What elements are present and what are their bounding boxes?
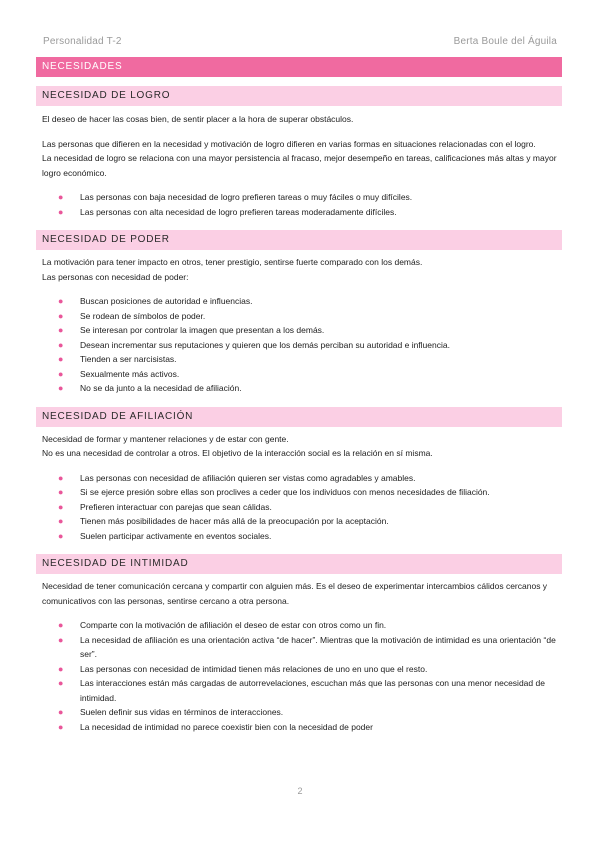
list-item: ● Las personas con alta necesidad de logro prefieren tareas moderadamente difíciles. xyxy=(80,205,558,220)
list-item: ● Las personas con necesidad de afiliación quieren ser vistas como agradables y amables. xyxy=(80,471,558,486)
bullet-icon: ● xyxy=(58,368,64,379)
list-item: ● Las personas con necesidad de intimidad tienen más relaciones de uno en uno que el resto. xyxy=(80,662,558,677)
page-number: 2 xyxy=(297,786,303,796)
bullet-icon: ● xyxy=(58,487,64,497)
list-item: ● Las interacciones están más cargadas de autorrevelaciones, escuchan más que las personas con una menor necesidad de intimidad. xyxy=(58,678,545,703)
main-section-heading: NECESIDADES xyxy=(36,57,562,77)
bullet-icon: ● xyxy=(58,678,64,688)
bullet-list xyxy=(36,471,562,544)
section-heading-poder: NECESIDAD DE PODER xyxy=(36,230,562,250)
bullet-icon: ● xyxy=(58,530,64,541)
bullet-icon: ● xyxy=(58,339,64,350)
bullet-icon: ● xyxy=(58,354,64,364)
list-item: ● Si se ejerce presión sobre ellas son proclives a ceder que los individuos con menos necesidades de filiación. xyxy=(80,485,558,500)
list-item: ● Tienden a ser narcisistas. xyxy=(80,352,558,367)
list-item: ● Buscan posiciones de autoridad e influencias. xyxy=(80,294,558,309)
paragraph: No es una necesidad de controlar a otros. El objetivo de la interacción social es la relación en sí misma. xyxy=(42,448,433,458)
list-item: ● Desean incrementar sus reputaciones y quieren que los demás perciban su autoridad e influencia. xyxy=(80,338,558,353)
bullet-list xyxy=(36,190,562,219)
bullet-list xyxy=(36,618,562,734)
list-item: ● Suelen participar activamente en eventos sociales. xyxy=(80,529,558,544)
section-heading-logro: NECESIDAD DE LOGRO xyxy=(36,86,562,106)
list-item: ● Se rodean de símbolos de poder. xyxy=(80,309,558,324)
list-item: ● Sexualmente más activos. xyxy=(80,367,558,382)
bullet-icon: ● xyxy=(58,634,64,645)
bullet-icon: ● xyxy=(58,620,64,630)
author-name: Berta Boule del Águila xyxy=(453,36,557,47)
paragraph: La necesidad de logro se relaciona con una mayor persistencia al fracaso, mejor desempeño en tareas, calificaciones más altas y mayor logro económico. xyxy=(42,153,557,178)
bullet-icon: ● xyxy=(58,310,64,321)
bullet-icon: ● xyxy=(58,516,64,526)
section-heading-afiliacion: NECESIDAD DE AFILIACIÓN xyxy=(36,407,562,427)
paragraph: Necesidad de tener comunicación cercana y compartir con alguien más. Es el deseo de experimentar intercambios cálidos cercanos y comunicativos con las personas, sentirse cercano a otra persona. xyxy=(42,581,548,606)
paragraph: Las personas con necesidad de poder: xyxy=(42,271,189,282)
list-item: ● No se da junto a la necesidad de afiliación. xyxy=(80,381,558,396)
list-item: ● La necesidad de intimidad no parece coexistir bien con la necesidad de poder xyxy=(80,720,558,735)
bullet-list xyxy=(36,294,562,396)
bullet-icon: ● xyxy=(58,325,64,335)
bullet-icon: ● xyxy=(58,707,64,717)
list-item: ● Suelen definir sus vidas en términos de interacciones. xyxy=(80,705,558,720)
bullet-icon: ● xyxy=(58,383,64,393)
list-item: ● Prefieren interactuar con parejas que sean cálidas. xyxy=(80,500,558,515)
document-title: Personalidad T-2 xyxy=(43,36,122,47)
bullet-icon: ● xyxy=(58,206,64,217)
bullet-icon: ● xyxy=(58,192,64,202)
list-item: ● Las personas con baja necesidad de logro prefieren tareas o muy fáciles o muy difíciles. xyxy=(80,190,558,205)
section-heading-intimidad: NECESIDAD DE INTIMIDAD xyxy=(36,554,562,574)
bullet-icon: ● xyxy=(58,501,64,512)
bullet-icon: ● xyxy=(58,721,64,732)
list-item: ● Comparte con la motivación de afiliación el deseo de estar con otros como un fin. xyxy=(80,618,558,633)
list-item: ● Tienen más posibilidades de hacer más allá de la preocupación por la aceptación. xyxy=(80,514,558,529)
list-item: ● Se interesan por controlar la imagen que presentan a los demás. xyxy=(80,323,558,338)
list-item: ● La necesidad de afiliación es una orientación activa “de hacer”. Mientras que la motivación de intimidad es una orientación “de ser”. xyxy=(58,634,556,659)
paragraph: Necesidad de formar y mantener relaciones y de estar con gente. xyxy=(42,433,289,444)
bullet-icon: ● xyxy=(58,472,64,483)
document-body xyxy=(36,57,562,734)
paragraph: La motivación para tener impacto en otros, tener prestigio, sentirse fuerte comparado con los demás. xyxy=(42,257,423,267)
paragraph: El deseo de hacer las cosas bien, de sentir placer a la hora de superar obstáculos. xyxy=(42,114,354,124)
bullet-icon: ● xyxy=(58,296,64,306)
page-header xyxy=(43,36,557,52)
bullet-icon: ● xyxy=(58,663,64,674)
paragraph: Las personas que difieren en la necesidad y motivación de logro difieren en varias formas en situaciones relacionadas con el logro. xyxy=(42,138,536,149)
